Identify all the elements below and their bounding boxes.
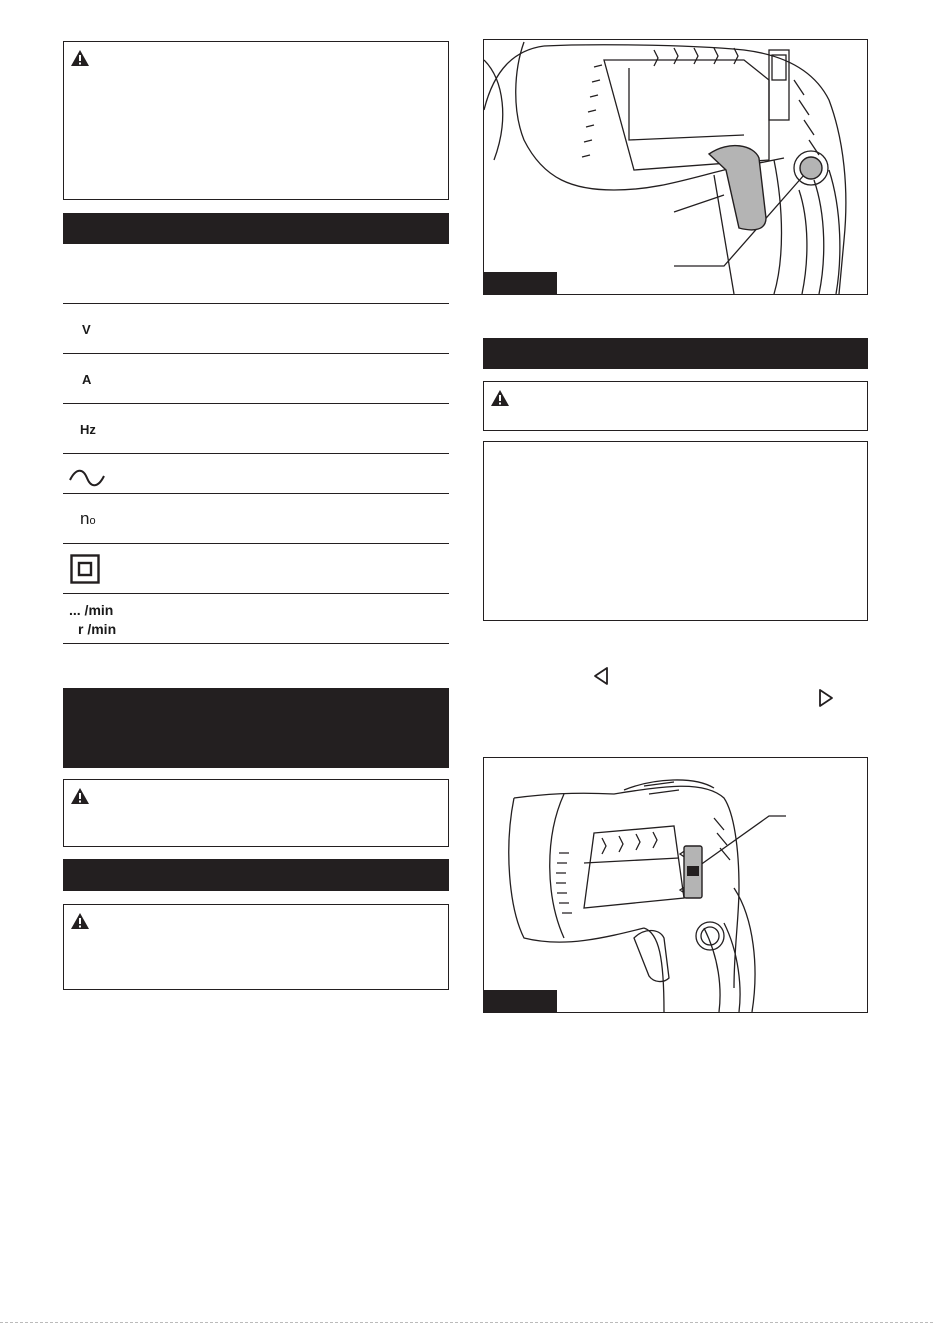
warning-box-1	[63, 41, 449, 200]
section-bar-3	[63, 859, 449, 891]
volt-symbol: V	[82, 322, 91, 337]
warning-triangle-icon	[70, 787, 90, 805]
section-bar-2	[63, 688, 449, 768]
table-rule	[63, 593, 449, 594]
figure-1-trigger-illustration	[483, 39, 868, 295]
right-direction-arrow-icon	[817, 688, 835, 708]
section-bar-symbols	[63, 213, 449, 244]
notice-box-right	[483, 441, 868, 621]
figure-2-tag	[484, 990, 557, 1012]
left-direction-arrow-icon	[592, 666, 610, 686]
hertz-symbol: Hz	[80, 422, 96, 437]
table-rule	[63, 303, 449, 304]
table-rule	[63, 643, 449, 644]
warning-box-right	[483, 381, 868, 431]
warning-triangle-icon	[490, 389, 510, 407]
figure-2-reversing-switch-illustration	[483, 757, 868, 1013]
page-bottom-edge	[0, 1322, 933, 1323]
drill-trigger-drawing	[484, 40, 867, 294]
warning-box-2	[63, 779, 449, 847]
ampere-symbol: A	[82, 372, 92, 387]
no-load-speed-symbol	[80, 510, 96, 530]
table-rule	[63, 453, 449, 454]
warning-box-3	[63, 904, 449, 990]
per-minute-symbol-1: ... /min	[69, 602, 114, 618]
class-ii-double-insulation-icon	[70, 554, 100, 584]
figure-1-tag	[484, 272, 557, 294]
per-minute-symbol-2: r /min	[78, 621, 117, 637]
table-rule	[63, 353, 449, 354]
section-bar-right	[483, 338, 868, 369]
no-load-speed-subscript: o	[89, 515, 96, 527]
warning-triangle-icon	[70, 49, 90, 67]
table-rule	[63, 493, 449, 494]
warning-triangle-icon	[70, 912, 90, 930]
drill-reversing-switch-drawing	[484, 758, 867, 1012]
table-rule	[63, 543, 449, 544]
table-rule	[63, 403, 449, 404]
no-load-speed-letter: n	[80, 509, 90, 528]
alternating-current-icon	[68, 467, 106, 489]
